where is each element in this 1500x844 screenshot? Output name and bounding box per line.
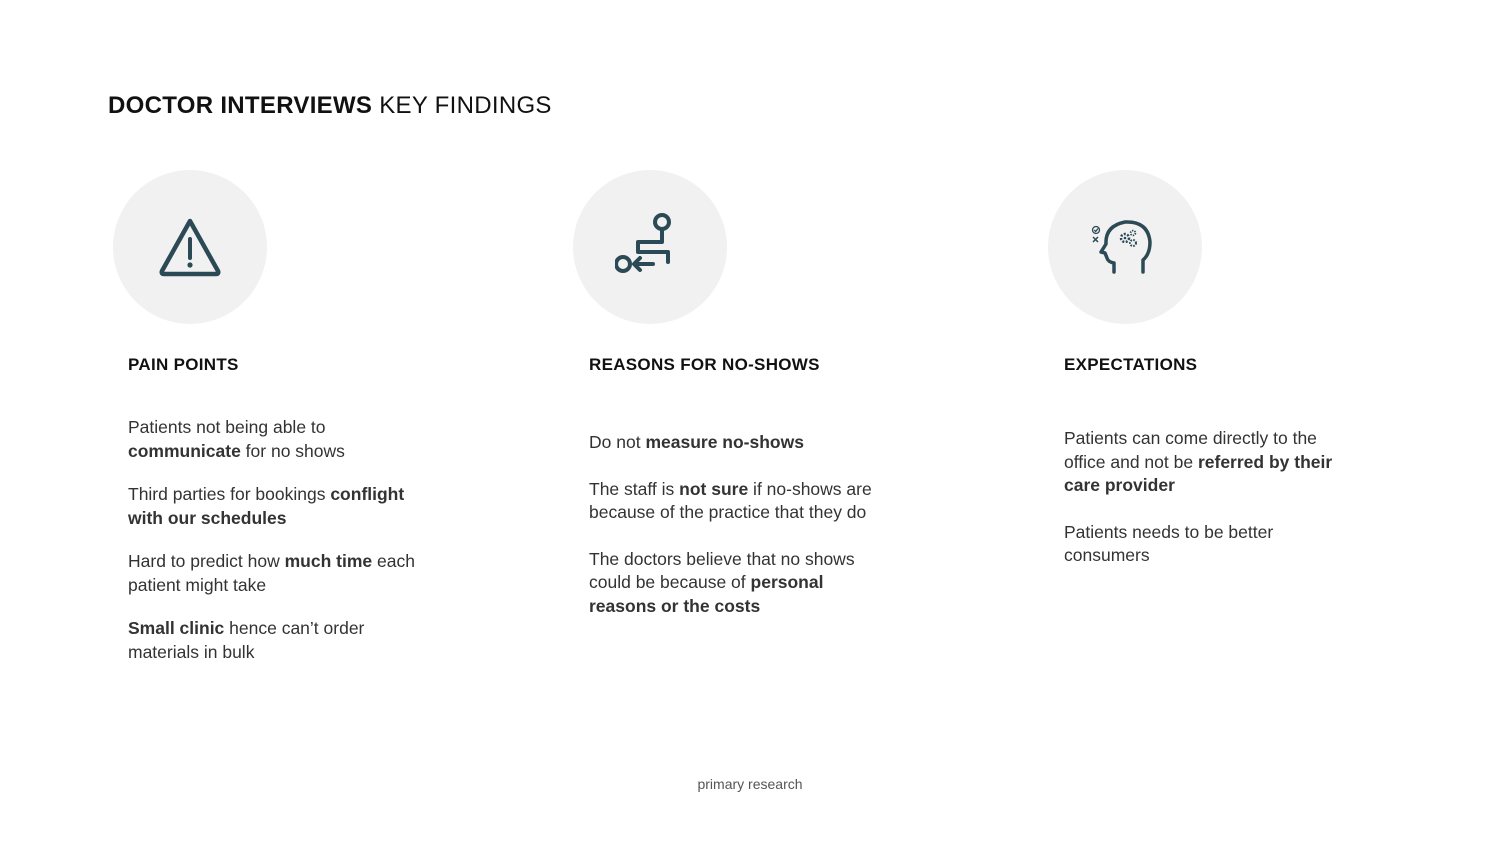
expectations-heading: EXPECTATIONS: [1064, 355, 1198, 374]
pain-points-icon-circle: [113, 170, 267, 324]
finding-text: Third parties for bookings: [128, 484, 331, 504]
page-title-bold: DOCTOR INTERVIEWS: [108, 92, 373, 119]
finding-text: Patients can come directly to the office and not be: [1064, 428, 1317, 472]
finding-text: Do not: [589, 432, 646, 452]
finding-text: The doctors believe that no shows could be because of: [589, 548, 855, 592]
no-shows-icon-circle: [573, 170, 727, 324]
finding-item: [589, 478, 879, 525]
finding-item: [1064, 427, 1334, 498]
expectations-icon-circle: [1048, 170, 1202, 324]
finding-item: [589, 548, 879, 619]
route-path-icon: [615, 212, 685, 282]
warning-triangle-icon: [155, 212, 225, 282]
finding-emphasis: conflight with our schedules: [128, 484, 405, 528]
finding-emphasis: measure no-shows: [645, 432, 804, 452]
finding-text: for no shows: [240, 440, 345, 461]
no-shows-heading: REASONS FOR NO-SHOWS: [589, 355, 820, 374]
no-shows-list: [589, 431, 879, 641]
finding-emphasis: not sure: [679, 478, 749, 499]
finding-text: Patients not being able to: [128, 417, 326, 437]
finding-item: [589, 431, 879, 455]
finding-text: hence can’t order materials in bulk: [128, 618, 365, 662]
pain-points-heading: PAIN POINTS: [128, 355, 239, 374]
expectations-list: [1064, 427, 1334, 591]
finding-item: [128, 617, 428, 664]
head-thinking-icon: [1090, 212, 1160, 282]
pain-points-list: [128, 416, 428, 684]
finding-text: if no-shows are because of the practice that they do: [589, 478, 872, 522]
page-title-light: KEY FINDINGS: [379, 92, 552, 119]
finding-emphasis: much time: [284, 551, 373, 571]
page-title: [108, 90, 552, 122]
finding-emphasis: personal reasons or the costs: [589, 572, 824, 616]
finding-emphasis: referred by their care provider: [1064, 451, 1333, 495]
finding-text: The staff is: [589, 478, 680, 499]
finding-item: [128, 483, 428, 530]
finding-text: Hard to predict how: [128, 551, 285, 571]
finding-emphasis: Small clinic: [128, 618, 225, 638]
finding-text: each patient might take: [128, 551, 415, 595]
footer-label: primary research: [697, 776, 803, 792]
finding-text: Patients needs to be better consumers: [1064, 521, 1274, 565]
finding-item: [1064, 521, 1334, 568]
finding-item: [128, 416, 428, 463]
finding-emphasis: communicate: [128, 440, 241, 461]
finding-item: [128, 550, 428, 597]
